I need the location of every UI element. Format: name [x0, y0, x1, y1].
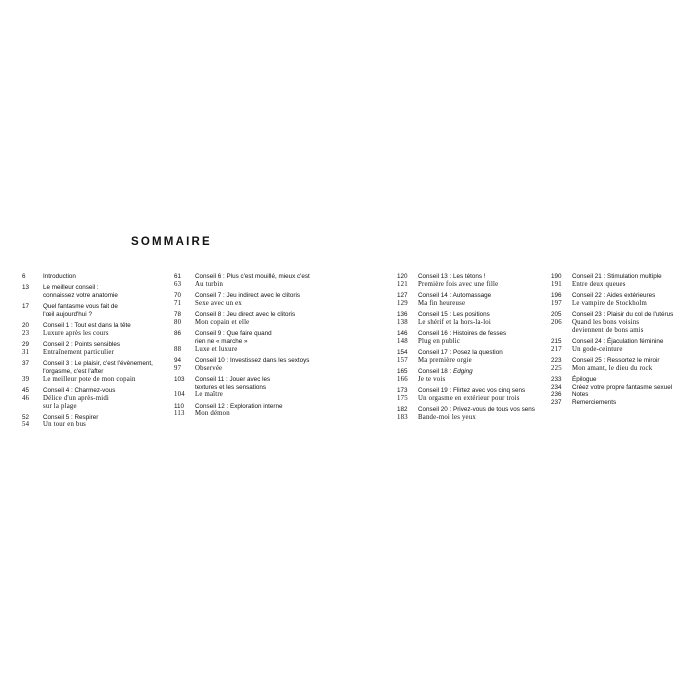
- toc-section-entry: [397, 273, 547, 281]
- toc-story-entry: [397, 357, 547, 365]
- page-number: 236: [551, 391, 562, 399]
- page-number: 29: [22, 341, 30, 349]
- toc-section-entry: [174, 403, 354, 411]
- entry-title: Le meilleur conseil : connaissez votre anatomie: [43, 284, 118, 299]
- entry-title: Luxe et luxure: [195, 345, 238, 353]
- entry-title: Conseil 3 : Le plaisir, c'est l'évènement, l'orgasme, c'est l'after: [43, 360, 153, 375]
- page-number: 175: [397, 394, 408, 402]
- page-title: SOMMAIRE: [131, 236, 212, 248]
- entry-title: Le meilleur pote de mon copain: [43, 375, 136, 383]
- toc-column-3: [397, 273, 547, 421]
- entry-title: Première fois avec une fille: [418, 280, 499, 288]
- toc-story-entry: [397, 281, 547, 289]
- toc-section-entry: [551, 311, 699, 319]
- toc-column-4: [551, 273, 699, 407]
- page-number: 63: [174, 280, 182, 288]
- page-number: 237: [551, 399, 562, 407]
- page-number: 191: [551, 280, 562, 288]
- toc-story-entry: [22, 330, 172, 338]
- toc-section-entry: [551, 273, 699, 281]
- page-number: 197: [551, 299, 562, 307]
- entry-title: Observée: [195, 364, 223, 372]
- page-number: 205: [551, 310, 562, 318]
- page-number: 113: [174, 410, 185, 418]
- entry-title: Bande-moi les yeux: [418, 413, 476, 421]
- entry-title: Conseil 24 : Éjaculation féminine: [572, 337, 664, 345]
- entry-title: Conseil 18 : Edging: [418, 367, 473, 375]
- entry-title: Le shérif et la hors-la-loi: [418, 318, 491, 326]
- page-number: 78: [174, 310, 182, 318]
- toc-section-entry: [551, 384, 699, 392]
- entry-title: Mon démon: [195, 410, 230, 418]
- entry-title: Quel fantasme vous fait de l'œil aujourd'hui ?: [43, 303, 118, 318]
- page-number: 39: [22, 375, 30, 383]
- toc-section-entry: [22, 387, 172, 395]
- toc-section-entry: [174, 357, 354, 365]
- entry-title: Conseil 19 : Flirtez avec vos cinq sens: [418, 386, 526, 394]
- page-number: 206: [551, 318, 562, 326]
- entry-title: Un orgasme en extérieur pour trois: [418, 394, 520, 402]
- toc-story-entry: [551, 365, 699, 373]
- toc-story-entry: [551, 319, 699, 335]
- page-number: 183: [397, 413, 408, 421]
- page-number: 173: [397, 386, 408, 394]
- page-number: 103: [174, 375, 185, 383]
- entry-title: Conseil 11 : Jouer avec les textures et les sensations: [195, 375, 271, 391]
- page-number: 215: [551, 337, 562, 345]
- entry-title: Entre deux queues: [572, 280, 626, 288]
- toc-section-entry: [22, 322, 172, 330]
- toc-section-entry: [174, 376, 354, 392]
- entry-title: Je te vois: [418, 375, 446, 383]
- toc-story-entry: [397, 300, 547, 308]
- entry-title: Conseil 7 : Jeu indirect avec le clitoris: [195, 291, 300, 299]
- entry-title: Mon amant, le dieu du rock: [572, 364, 653, 372]
- page-number: 121: [397, 280, 408, 288]
- toc-section-entry: [22, 414, 172, 422]
- page-number: 127: [397, 291, 408, 299]
- toc-section-entry: [397, 387, 547, 395]
- toc-story-entry: [397, 319, 547, 327]
- page-number: 6: [22, 273, 26, 280]
- page-number: 23: [22, 329, 30, 337]
- entry-title: Un gode-ceinture: [572, 345, 623, 353]
- toc-story-entry: [174, 365, 354, 373]
- page-number: 97: [174, 364, 182, 372]
- entry-title: Entraînement particulier: [43, 348, 115, 356]
- toc-story-entry: [174, 281, 354, 289]
- page-number: 54: [22, 421, 30, 429]
- page-number: 138: [397, 318, 408, 326]
- toc-section-entry: [551, 292, 699, 300]
- entry-title: Sexe avec un ex: [195, 299, 242, 307]
- entry-title: Conseil 16 : Histoires de fesses: [418, 329, 507, 337]
- page-number: 13: [22, 284, 30, 292]
- toc-section-entry: [22, 303, 172, 319]
- page-number: 154: [397, 348, 408, 356]
- entry-title: Conseil 23 : Plaisir du col de l'utérus: [572, 310, 674, 318]
- toc-story-entry: [397, 338, 547, 346]
- toc-section-entry: [551, 376, 699, 384]
- page-number: 148: [397, 337, 408, 345]
- toc-story-entry: [397, 376, 547, 384]
- toc-story-entry: [174, 410, 354, 418]
- page-number: 157: [397, 356, 408, 364]
- toc-section-entry: [397, 292, 547, 300]
- entry-title: Conseil 10 : Investissez dans les sextoys: [195, 356, 310, 364]
- entry-title: Notes: [572, 391, 589, 399]
- entry-title: Conseil 8 : Jeu direct avec le clitoris: [195, 310, 296, 318]
- toc-section-entry: [551, 357, 699, 365]
- toc-story-entry: [22, 349, 172, 357]
- entry-title: Épilogue: [572, 375, 597, 383]
- entry-title: Conseil 4 : Charmez-vous: [43, 386, 116, 394]
- entry-title: Ma première orgie: [418, 356, 472, 364]
- entry-title: Conseil 12 : Exploration interne: [195, 402, 283, 410]
- page-number: 234: [551, 383, 562, 391]
- toc-story-entry: [174, 319, 354, 327]
- entry-title: Créez votre propre fantasme sexuel: [572, 383, 673, 391]
- toc-section-entry: [551, 399, 699, 407]
- page-number: 17: [22, 303, 30, 311]
- page-number: 196: [551, 291, 562, 299]
- page-number: 70: [174, 291, 182, 299]
- toc-story-entry: [22, 421, 172, 429]
- toc-story-entry: [551, 281, 699, 289]
- toc-section-entry: [22, 341, 172, 349]
- page-number: 20: [22, 322, 30, 330]
- entry-title: Au turbin: [195, 280, 224, 288]
- toc-section-entry: [22, 284, 172, 300]
- page-number: 71: [174, 299, 182, 307]
- page-number: 86: [174, 329, 182, 337]
- toc-section-entry: [551, 338, 699, 346]
- toc-section-entry: [397, 349, 547, 357]
- page-number: 110: [174, 402, 185, 410]
- page-number: 45: [22, 386, 30, 394]
- entry-title: Luxure après les cours: [43, 329, 109, 337]
- page-number: 80: [174, 318, 182, 326]
- entry-title: Introduction: [43, 273, 76, 280]
- entry-title: Conseil 17 : Posez la question: [418, 348, 503, 356]
- entry-title: Conseil 20 : Privez-vous de tous vos sens: [418, 405, 535, 413]
- page-number: 120: [397, 273, 408, 280]
- entry-title: Conseil 21 : Stimulation multiple: [572, 273, 662, 280]
- page-number: 225: [551, 364, 562, 372]
- toc-section-entry: [397, 406, 547, 414]
- page-number: 136: [397, 310, 408, 318]
- page-number: 166: [397, 375, 408, 383]
- toc-section-entry: [174, 330, 354, 346]
- entry-title: Conseil 25 : Ressortez le miroir: [572, 356, 660, 364]
- page-number: 104: [174, 391, 185, 399]
- entry-title: Conseil 6 : Plus c'est mouillé, mieux c'est: [195, 273, 310, 280]
- page-number: 223: [551, 356, 562, 364]
- toc-story-entry: [174, 391, 354, 399]
- toc-section-entry: [397, 311, 547, 319]
- entry-title: Conseil 14 : Automassage: [418, 291, 492, 299]
- page-number: 61: [174, 273, 182, 280]
- toc-section-entry: [551, 391, 699, 399]
- toc-story-entry: [174, 300, 354, 308]
- toc-section-entry: [174, 311, 354, 319]
- entry-title: Délice d'un après-midi sur la plage: [43, 394, 110, 410]
- toc-story-entry: [551, 300, 699, 308]
- entry-title: Mon copain et elle: [195, 318, 250, 326]
- toc-story-entry: [397, 414, 547, 422]
- page-number: 165: [397, 367, 408, 375]
- toc-section-entry: [397, 368, 547, 376]
- page-number: 94: [174, 356, 182, 364]
- page-number: 31: [22, 348, 30, 356]
- page-number: 46: [22, 394, 30, 402]
- toc-section-entry: [174, 292, 354, 300]
- toc-section-entry: [174, 273, 354, 281]
- entry-title: Un tour en bus: [43, 421, 87, 429]
- entry-title: Conseil 15 : Les positions: [418, 310, 490, 318]
- toc-story-entry: [22, 376, 172, 384]
- entry-title: Remerciements: [572, 399, 617, 407]
- toc-story-entry: [397, 395, 547, 403]
- entry-title: Ma fin heureuse: [418, 299, 466, 307]
- page-number: 52: [22, 413, 30, 421]
- toc-section-entry: [22, 360, 172, 376]
- toc-column-1: [22, 273, 172, 429]
- toc-section-entry: [22, 273, 172, 281]
- entry-title: Le vampire de Stockholm: [572, 299, 648, 307]
- page-number: 146: [397, 329, 408, 337]
- toc-story-entry: [551, 346, 699, 354]
- entry-title: Conseil 22 : Aides extérieures: [572, 291, 656, 299]
- toc-story-entry: [174, 346, 354, 354]
- page-number: 88: [174, 345, 182, 353]
- entry-title: Le maître: [195, 391, 224, 399]
- toc-story-entry: [22, 395, 172, 411]
- entry-title: Conseil 13 : Les tétons !: [418, 273, 486, 280]
- entry-title: Plug en public: [418, 337, 461, 345]
- page-number: 182: [397, 405, 408, 413]
- page-number: 37: [22, 360, 30, 368]
- entry-title: Quand les bons voisins deviennent de bons amis: [572, 318, 644, 334]
- entry-title: Conseil 2 : Points sensibles: [43, 341, 121, 349]
- page-number: 233: [551, 375, 562, 383]
- toc-section-entry: [397, 330, 547, 338]
- page-number: 217: [551, 345, 562, 353]
- page-number: 129: [397, 299, 408, 307]
- page-number: 190: [551, 273, 562, 280]
- entry-title: Conseil 9 : Que faire quand rien ne « marche »: [195, 329, 272, 345]
- entry-title: Conseil 1 : Tout est dans la tête: [43, 322, 131, 330]
- toc-column-2: [174, 273, 354, 418]
- entry-title: Conseil 5 : Respirer: [43, 413, 99, 421]
